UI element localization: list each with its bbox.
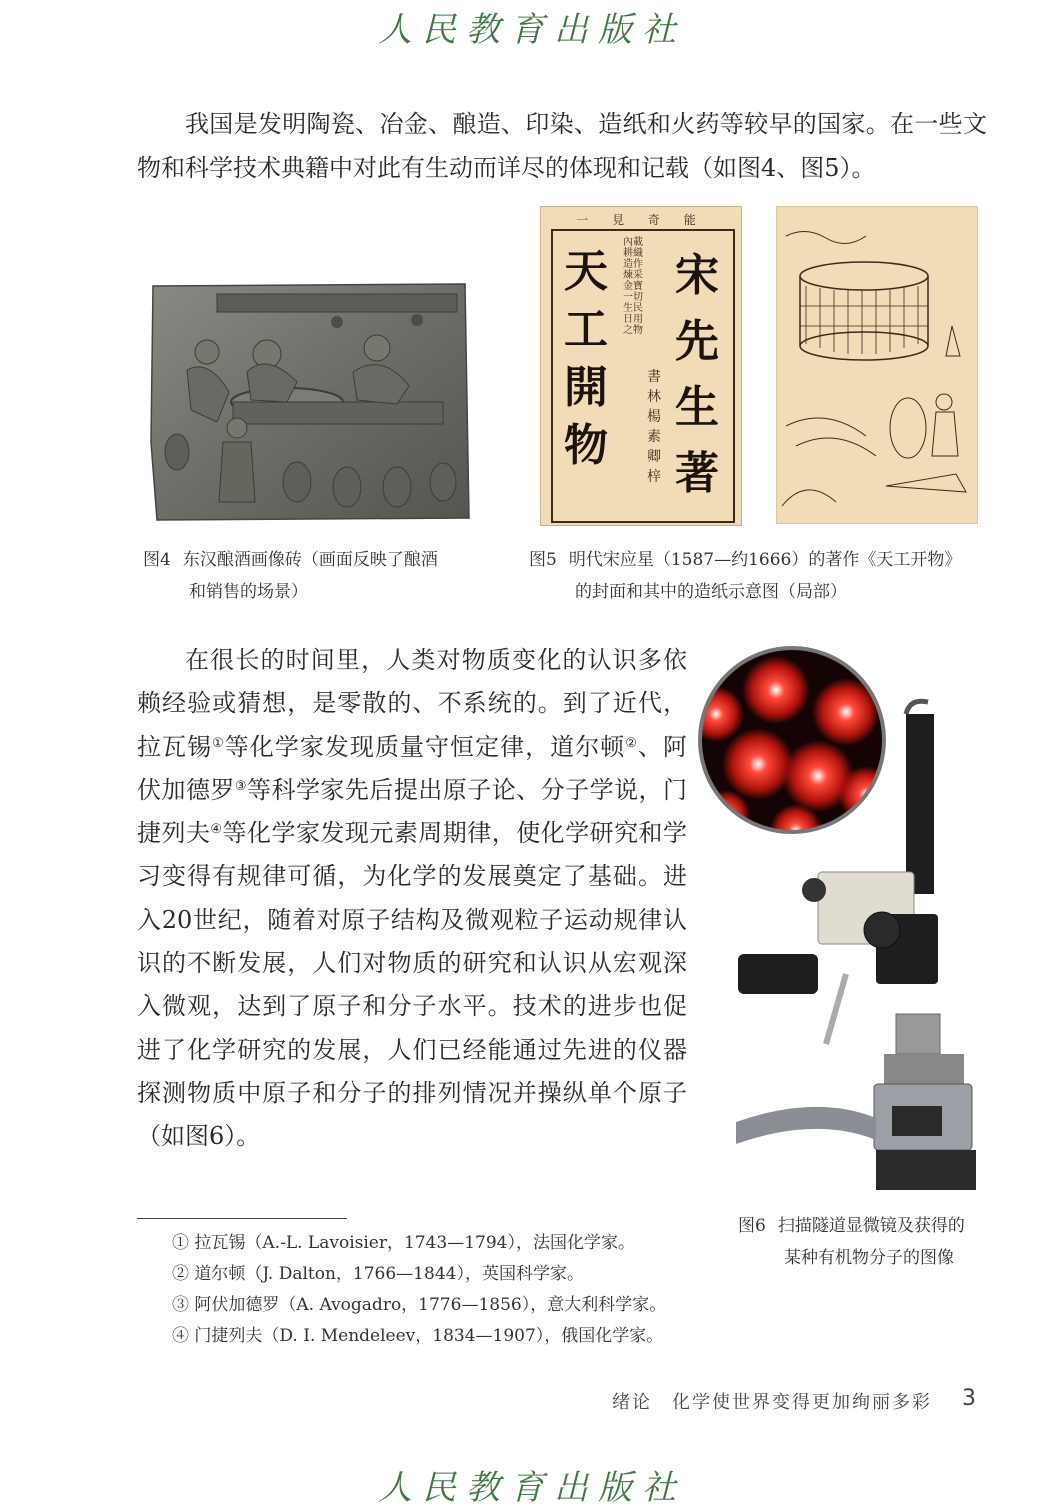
publisher-watermark-bottom: 人民教育出版社 [378,1468,686,1508]
figure5-caption [529,544,999,608]
figure5-caption-line1: 明代宋应星（1587—约1666）的著作《天工开物》 [568,550,962,570]
cover-author: 宋先生著 [675,250,719,499]
figure4-caption-line2: 和销售的场景） [189,582,308,602]
footnote-2: ② 道尔顿（J. Dalton，1766—1844），英国科学家。 [172,1264,584,1284]
tiangong-kaiwu-cover-image [540,206,742,526]
main-text-part4: 等科学家先后提出原子论、分子学说，门捷列夫 [137,775,688,848]
cover-top-text: 一 見 奇 能 [576,213,706,227]
brewing-brick-image [147,282,472,522]
footnote-divider [137,1218,347,1219]
main-text-part5: 等化学家发现元素周期律，使化学研究和学习变得有规律可循，为化学的发展奠定了基础。进入20世纪，随着对原子结构及微观粒子运动规律认识的不断发展，人们对物质的研究和认识从宏观深入微观，达到了原子和分子水平。技术的进步也促进了化学研究的发展，人们已经能通过先进的仪器探测物质中原子和分子的排列情况并操纵单个原子（如图6）。 [137,819,688,1151]
figure5-label: 图5 [529,550,557,570]
footnote-ref-4: ④ [210,822,223,838]
main-text-part3: 、阿伏加德罗 [137,732,687,804]
footnote-1: ① 拉瓦锡（A.-L. Lavoisier，1743—1794），法国化学家。 [172,1233,636,1253]
footnote-ref-3: ③ [234,778,248,794]
main-text-part2: 等化学家发现质量守恒定律，道尔顿 [224,732,626,761]
footnote-ref-1: ① [212,735,225,751]
figure6-caption-line2: 某种有机物分子的图像 [784,1248,954,1268]
page-number: 3 [962,1386,976,1411]
publisher-watermark-top: 人民教育出版社 [378,10,686,50]
footnotes [172,1228,732,1352]
intro-paragraph: 我国是发明陶瓷、冶金、酿造、印染、造纸和火药等较早的国家。在一些文物和科学技术典籍中对此有生动而详尽的体现和记载（如图4、图5）。 [137,110,987,182]
figure5-caption-line2: 的封面和其中的造纸示意图（局部） [575,582,847,602]
figure6-label: 图6 [738,1216,766,1236]
footnote-4: ④ 门捷列夫（D. I. Mendeleev，1834—1907），俄国化学家。 [172,1326,664,1346]
figure6-caption [738,1210,1008,1274]
figure4-label: 图4 [143,550,171,570]
cover-side-note: 內載耕織造作煉采金寶一切生民日用之物 [623,237,643,336]
main-text-part1: 在很长的时间里，人类对物质变化的认识多依赖经验或猜想，是零散的、不系统的。到了近代，拉瓦锡 [137,646,687,761]
footnote-ref-2: ② [625,735,638,751]
stm-microscope-image [696,644,996,1194]
figure6-caption-line1: 扫描隧道显微镜及获得的 [777,1216,965,1236]
figure4-caption [143,544,483,608]
main-paragraph [137,639,687,1159]
footnote-3: ③ 阿伏加德罗（A. Avogadro，1776—1856），意大利科学家。 [172,1295,667,1315]
cover-publisher: 書林楊素卿梓 [647,369,661,485]
chapter-title-footer: 绪论 化学使世界变得更加绚丽多彩 [612,1392,932,1413]
papermaking-illustration [776,206,978,524]
figure4-caption-line1: 东汉酿酒画像砖（画面反映了酿酒 [182,550,438,570]
cover-book-title: 天工開物 [564,246,608,471]
